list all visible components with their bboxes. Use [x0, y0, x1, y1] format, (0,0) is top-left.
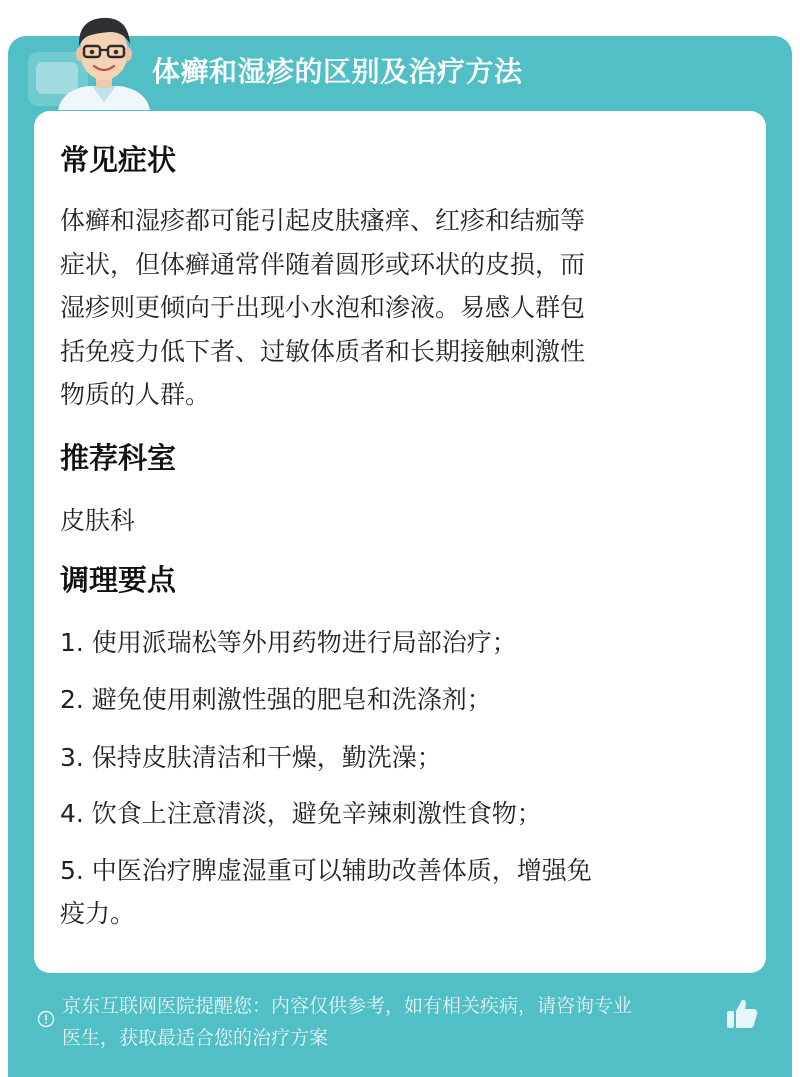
page-title: 体癣和湿疹的区别及治疗方法 — [152, 55, 523, 88]
care-item: 3. 保持皮肤清洁和干燥，勤洗澡； — [60, 743, 442, 772]
care-item: 4. 饮食上注意清淡，避免辛辣刺激性食物； — [60, 799, 542, 828]
section-title-department: 推荐科室 — [60, 441, 177, 475]
thumbs-up-icon[interactable] — [724, 996, 760, 1032]
department-text: 皮肤科 — [60, 506, 136, 535]
section-title-symptoms: 常见症状 — [60, 143, 177, 177]
symptoms-line: 物质的人群。 — [60, 380, 211, 410]
care-item: 1. 使用派瑞松等外用药物进行局部治疗； — [60, 628, 517, 657]
symptoms-line: 括免疫力低下者、过敏体质者和长期接触刺激性 — [60, 336, 586, 366]
care-item — [60, 849, 730, 935]
disclaimer — [62, 990, 732, 1054]
symptoms-paragraph — [60, 199, 730, 417]
symptoms-line: 湿疹则更倾向于出现小水泡和渗液。易感人群包 — [60, 293, 586, 323]
care-item: 2. 避免使用刺激性强的肥皂和洗涤剂； — [60, 685, 492, 714]
disclaimer-line: 医生，获取最适合您的治疗方案 — [62, 1027, 329, 1049]
symptoms-line: 体癣和湿疹都可能引起皮肤瘙痒、红疹和结痂等 — [60, 206, 586, 235]
doctor-avatar-icon — [44, 6, 164, 110]
disclaimer-line: 京东互联网医院提醒您：内容仅供参考，如有相关疾病，请咨询专业 — [62, 995, 633, 1017]
info-icon — [37, 1010, 55, 1028]
section-title-care: 调理要点 — [60, 563, 177, 597]
care-item-line: 5. 中医治疗脾虚湿重可以辅助改善体质，增强免 — [60, 856, 592, 885]
content-card — [34, 111, 766, 973]
care-item-line: 疫力。 — [60, 899, 136, 928]
symptoms-line: 症状，但体癣通常伴随着圆形或环状的皮损，而 — [60, 249, 586, 279]
